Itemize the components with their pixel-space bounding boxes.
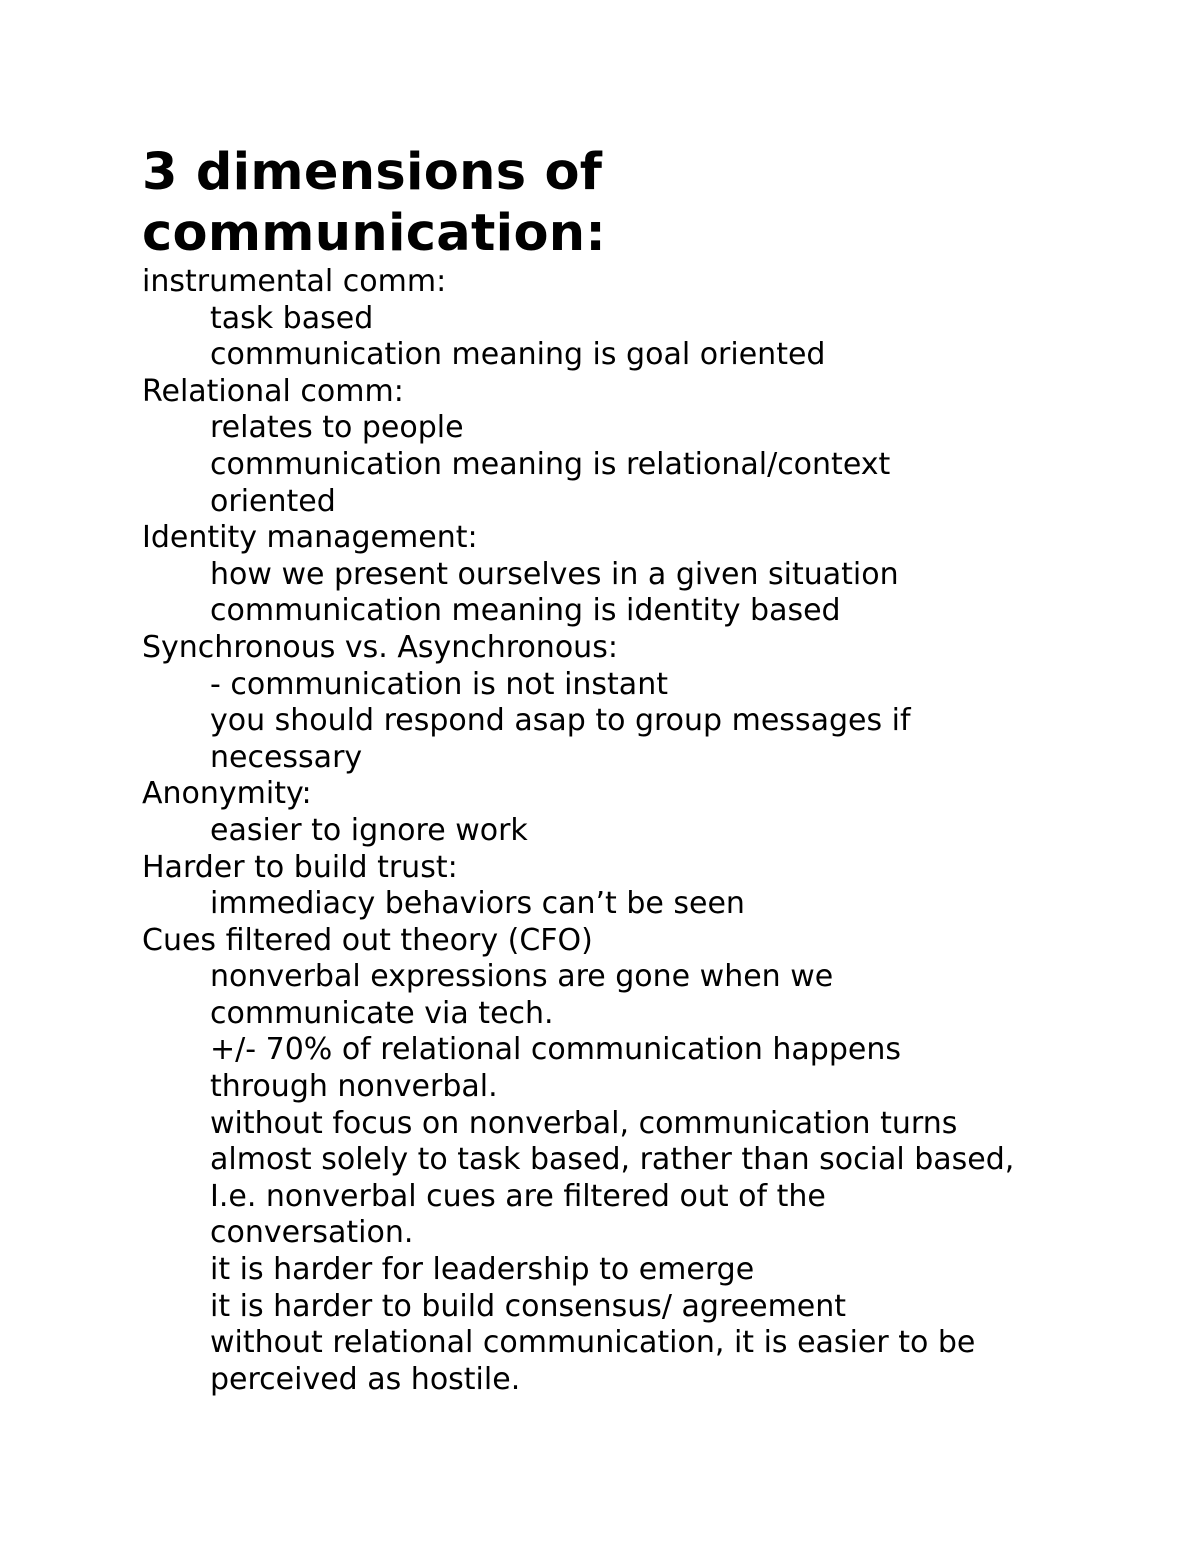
section-point: +/- 70% of relational communication happens through nonverbal.	[210, 1032, 901, 1105]
section-point: how we present ourselves in a given situation	[210, 556, 899, 592]
notes-list	[142, 264, 1042, 1398]
section-point: nonverbal expressions are gone when we communicate via tech.	[210, 959, 834, 1031]
note-section-anonymity	[142, 776, 1042, 849]
section-point: - communication is not instant	[210, 666, 668, 702]
section-point: it is harder to build consensus/ agreement	[210, 1288, 847, 1324]
section-point: task based	[210, 300, 374, 336]
section-heading: Synchronous vs. Asynchronous:	[142, 629, 618, 665]
section-heading: instrumental comm:	[142, 264, 447, 299]
section-points	[142, 301, 1042, 374]
section-points	[142, 813, 1042, 850]
section-point: without focus on nonverbal, communication turns almost solely to task based, rather than social based, I.e. nonverbal cues are filtered out of the conversation.	[210, 1105, 1015, 1251]
section-point: without relational communication, it is easier to be perceived as hostile.	[210, 1325, 976, 1397]
note-section-cfo-theory	[142, 923, 1042, 1399]
section-point: you should respond asap to group messages if necessary	[210, 703, 911, 775]
note-section-identity	[142, 520, 1042, 630]
section-points	[142, 959, 1042, 1398]
section-points	[142, 667, 1042, 777]
note-section-synchronous	[142, 630, 1042, 776]
section-point: communication meaning is relational/context oriented	[210, 446, 891, 519]
section-point: communication meaning is goal oriented	[210, 337, 826, 373]
note-section-instrumental	[142, 264, 1042, 374]
section-heading: Cues filtered out theory (CFO)	[142, 922, 593, 958]
section-heading: Identity management:	[142, 520, 478, 556]
section-heading: Harder to build trust:	[142, 849, 458, 885]
document-page	[142, 142, 1042, 1398]
note-section-trust	[142, 850, 1042, 923]
note-section-relational	[142, 374, 1042, 520]
section-point: immediacy behaviors can’t be seen	[210, 886, 745, 922]
section-points	[142, 410, 1042, 520]
section-point: easier to ignore work	[210, 812, 528, 848]
section-points	[142, 886, 1042, 923]
document-title: 3 dimensions of communication:	[142, 143, 607, 263]
section-point: it is harder for leadership to emerge	[210, 1252, 755, 1288]
section-heading: Relational comm:	[142, 373, 404, 409]
section-points	[142, 557, 1042, 630]
section-point: communication meaning is identity based	[210, 593, 841, 629]
section-point: relates to people	[210, 410, 464, 446]
section-heading: Anonymity:	[142, 776, 312, 812]
